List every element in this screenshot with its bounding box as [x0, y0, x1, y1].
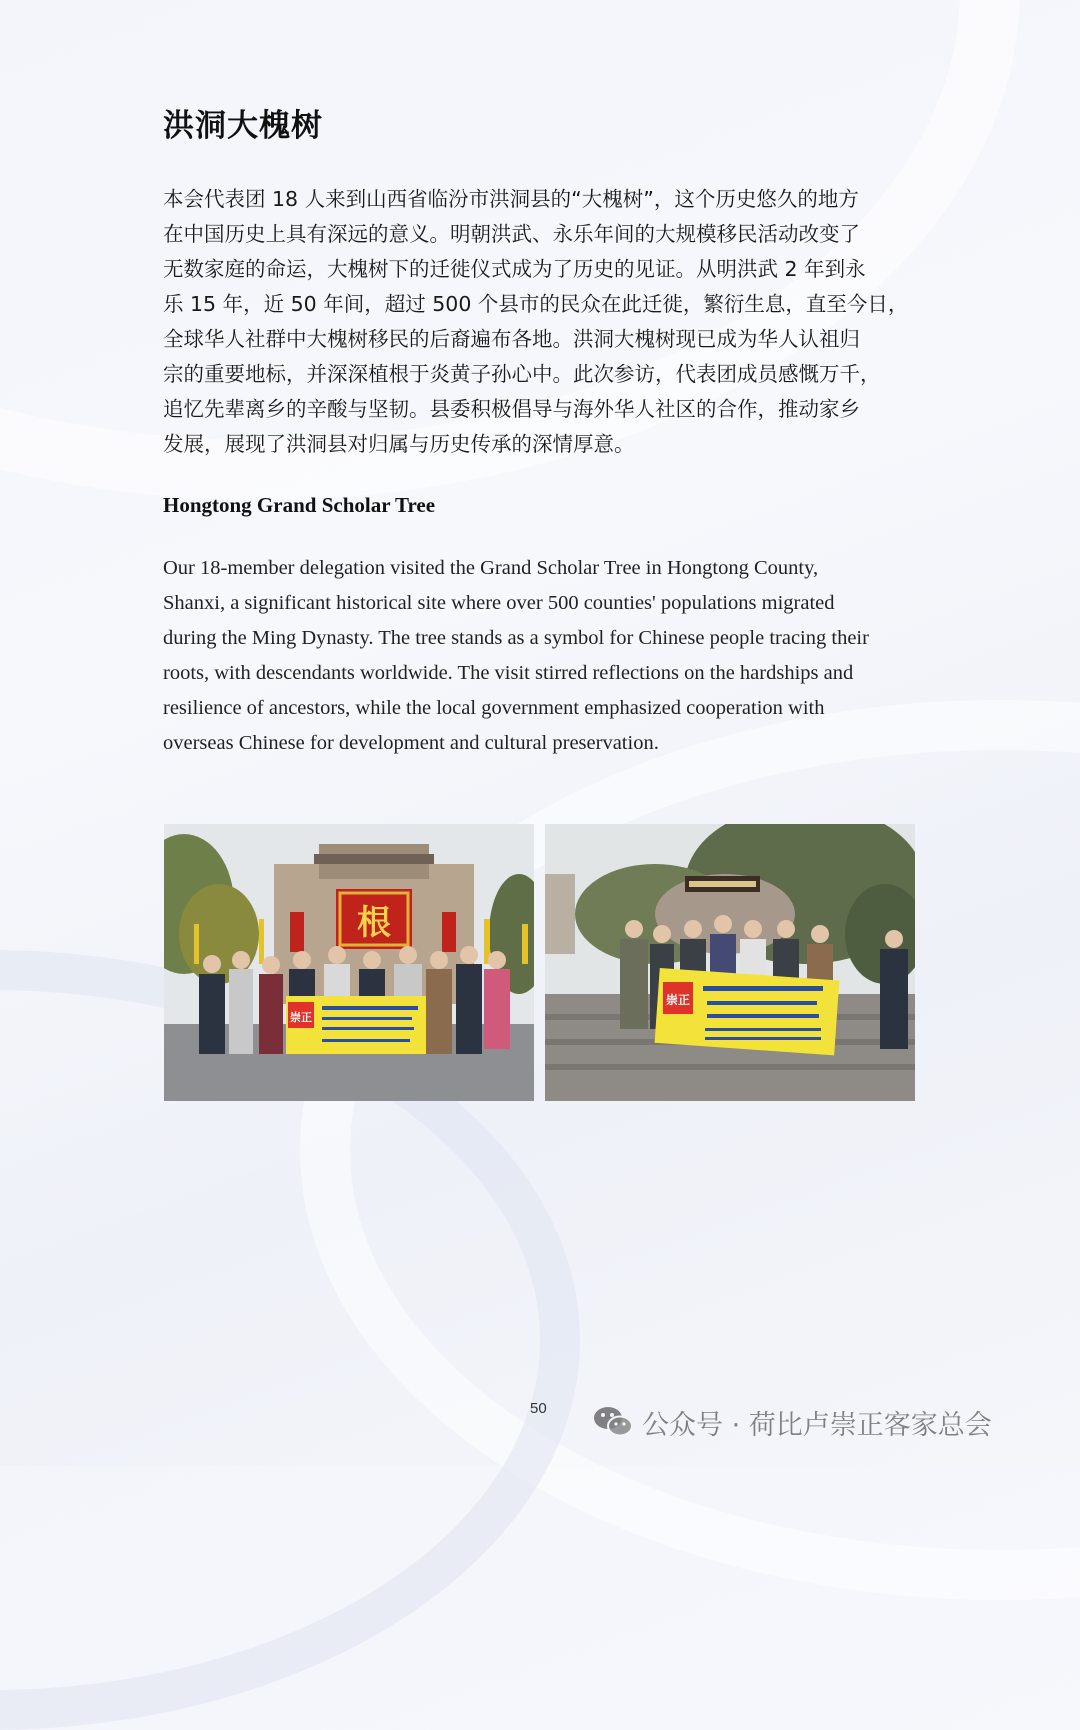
- chinese-paragraph-line: 全球华人社群中大槐树移民的后裔遍布各地。洪洞大槐树现已成为华人认祖归: [163, 327, 860, 351]
- chinese-paragraph: [163, 182, 923, 462]
- chinese-paragraph-line: 本会代表团 18 人来到山西省临汾市洪洞县的“大槐树”，这个历史悠久的地方: [163, 187, 859, 211]
- gate-character: 根: [357, 903, 391, 943]
- wechat-icon: [592, 1404, 634, 1440]
- chinese-paragraph-line: 乐 15 年，近 50 年间，超过 500 个县市的民众在此迁徙，繁衍生息，直至今日，: [163, 292, 909, 316]
- chinese-paragraph-line: 在中国历史上具有深远的意义。明朝洪武、永乐年间的大规模移民活动改变了: [163, 222, 860, 246]
- english-paragraph: [163, 551, 933, 761]
- watermark-text: 公众号 · 荷比卢崇正客家总会: [642, 1409, 992, 1441]
- english-paragraph-line: overseas Chinese for development and cultural preservation.: [163, 732, 659, 754]
- english-paragraph-line: Our 18-member delegation visited the Grand Scholar Tree in Hongtong County,: [163, 557, 819, 579]
- chinese-paragraph-line: 追忆先辈离乡的辛酸与坚韧。县委积极倡导与海外华人社区的合作，推动家乡: [163, 397, 860, 421]
- banner-logo-text: 崇正: [665, 993, 691, 1007]
- chinese-paragraph-line: 发展，展现了洪洞县对归属与历史传承的深情厚意。: [163, 432, 635, 456]
- english-paragraph-line: during the Ming Dynasty. The tree stands as a symbol for Chinese people tracing their: [163, 627, 869, 649]
- wechat-watermark: [592, 1402, 992, 1442]
- page-number: 50: [530, 1400, 547, 1417]
- english-paragraph-line: roots, with descendants worldwide. The visit stirred reflections on the hardships and: [163, 662, 854, 684]
- chinese-paragraph-line: 宗的重要地标，并深深植根于炎黄子孙心中。此次参访，代表团成员感慨万千，: [163, 362, 881, 386]
- english-section-title: Hongtong Grand Scholar Tree: [163, 493, 436, 517]
- english-paragraph-line: Shanxi, a significant historical site where over 500 counties' populations migrated: [163, 592, 835, 614]
- chinese-paragraph-line: 无数家庭的命运，大槐树下的迁徙仪式成为了历史的见证。从明洪武 2 年到永: [163, 257, 866, 281]
- chinese-section-title: 洪洞大槐树: [163, 108, 323, 144]
- banner-logo-text: 崇正: [290, 1011, 312, 1024]
- group-photo-steps: [545, 824, 915, 1101]
- english-paragraph-line: resilience of ancestors, while the local government emphasized cooperation with: [163, 697, 825, 719]
- group-photo-gate: [164, 824, 534, 1101]
